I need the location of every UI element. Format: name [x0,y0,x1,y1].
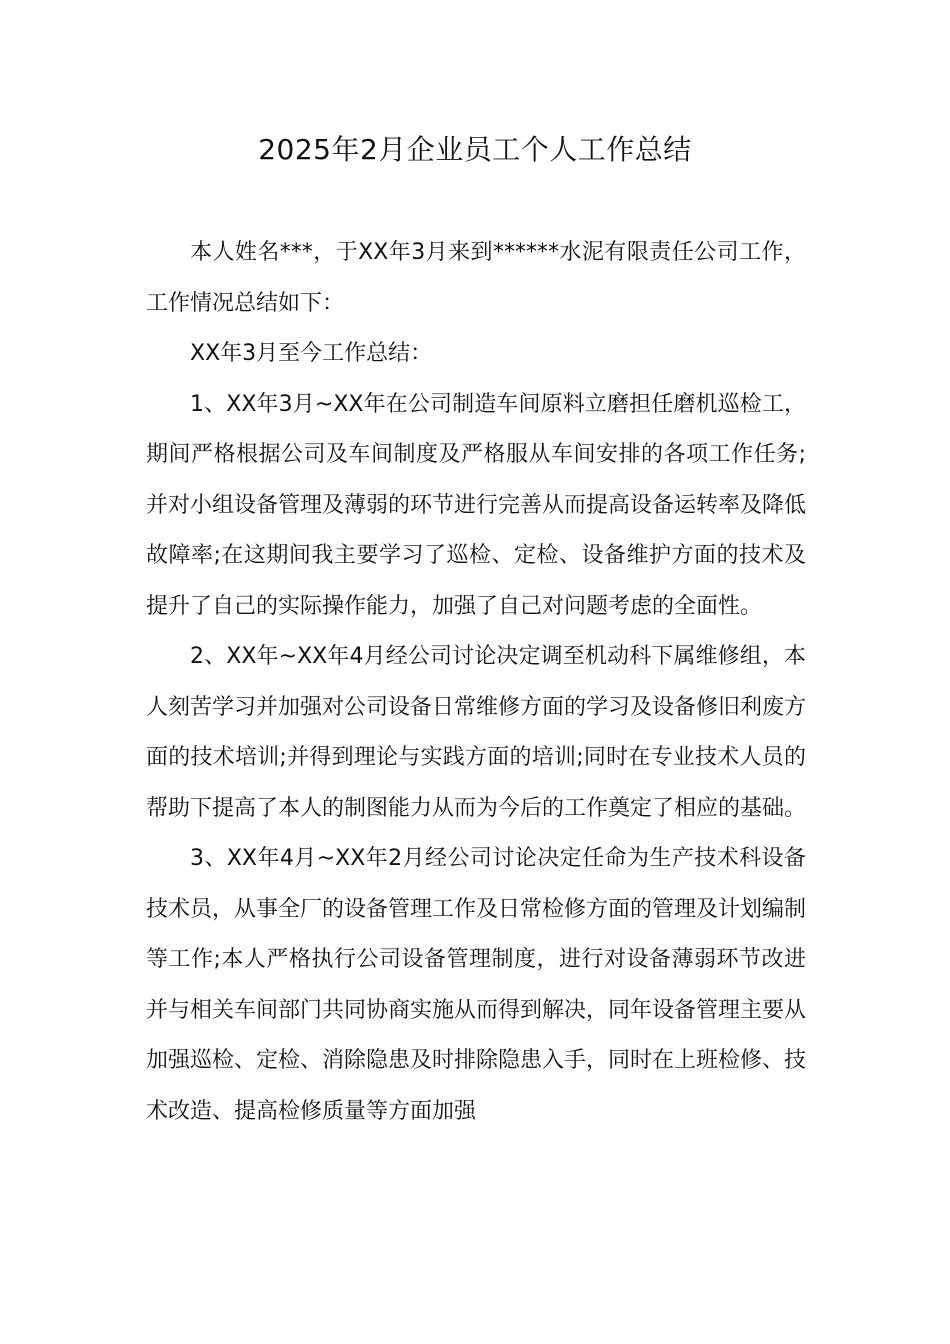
paragraph-item-1: 1、XX年3月~XX年在公司制造车间原料立磨担任磨机巡检工，期间严格根据公司及车间制度及严格服从车间安排的各项工作任务;并对小组设备管理及薄弱的环节进行完善从而提高设备运转率及降低故障率;在这期间我主要学习了巡检、定检、设备维护方面的技术及提升了自己的实际操作能力，加强了自己对问题考虑的全面性。 [146,391,807,619]
document-body [146,228,806,1137]
document-title: 2025年2月企业员工个人工作总结 [258,133,692,166]
paragraph-summary-heading: XX年3月至今工作总结： [190,341,433,366]
paragraph-item-2: 2、XX年~XX年4月经公司讨论决定调至机动科下属维修组，本人刻苦学习并加强对公司设备日常维修方面的学习及设备修旧利废方面的技术培训;并得到理论与实践方面的培训;同时在专业技术人员的帮助下提高了本人的制图能力从而为今后的工作奠定了相应的基础。 [146,644,807,821]
paragraph-item-3: 3、XX年4月~XX年2月经公司讨论决定任命为生产技术科设备技术员，从事全厂的设备管理工作及日常检修方面的管理及计划编制等工作;本人严格执行公司设备管理制度，进行对设备薄弱环节改进并与相关车间部门共同协商实施从而得到解决，同年设备管理主要从加强巡检、定检、消除隐患及时排除隐患入手，同时在上班检修、技术改造、提高检修质量等方面加强 [146,846,807,1124]
paragraph-intro: 本人姓名***，于XX年3月来到******水泥有限责任公司工作，工作情况总结如下： [146,240,806,316]
